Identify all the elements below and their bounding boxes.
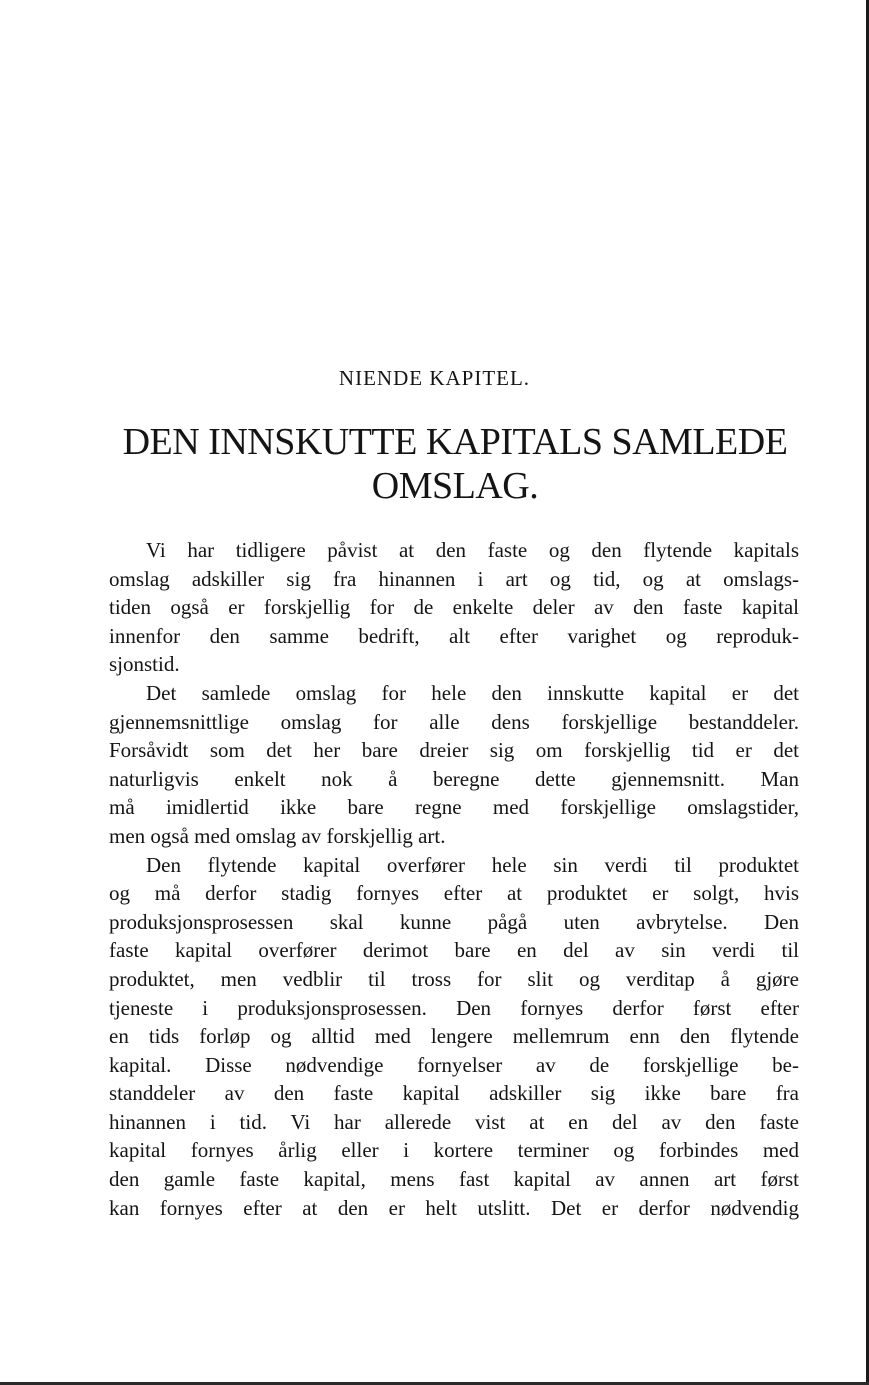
chapter-title-line-2: OMSLAG. xyxy=(371,465,539,507)
paragraph-2-line: gjennemsnittlige omslag for alle dens forskjellige bestanddeler. xyxy=(109,709,799,734)
paragraph-3-line: kapital. Disse nødvendige fornyelser av de forskjellige be- xyxy=(109,1052,799,1077)
paragraph-3-line: produksjonsprosessen skal kunne pågå uten avbrytelse. Den xyxy=(109,909,799,934)
paragraph-3-line: tjeneste i produksjonsprosessen. Den fornyes derfor først efter xyxy=(109,995,799,1020)
paragraph-3-line: en tids forløp og alltid med lengere mellemrum enn den flytende xyxy=(109,1024,799,1049)
paragraph-2-line: men også med omslag av forskjellig art. xyxy=(109,823,446,848)
paragraph-2-line: Forsåvidt som det her bare dreier sig om forskjellig tid er det xyxy=(109,738,799,763)
chapter-title xyxy=(90,420,820,508)
chapter-label: NIENDE KAPITEL. xyxy=(338,366,531,390)
body-text xyxy=(109,536,799,1222)
paragraph-1-line: innenfor den samme bedrift, alt efter varighet og reproduk- xyxy=(109,623,799,648)
chapter-title-line-1: DEN INNSKUTTE KAPITALS SAMLEDE xyxy=(122,421,788,463)
paragraph-3-line: standdeler av den faste kapital adskiller sig ikke bare fra xyxy=(109,1081,799,1106)
paragraph-3-line: den gamle faste kapital, mens fast kapital av annen art først xyxy=(109,1167,799,1192)
paragraph-1-line: omslag adskiller sig fra hinannen i art og tid, og at omslags- xyxy=(109,566,799,591)
paragraph-1-line: sjonstid. xyxy=(109,652,180,677)
paragraph-3-line: hinannen i tid. Vi har allerede vist at en del av den faste xyxy=(109,1109,799,1134)
paragraph-1-line: Vi har tidligere påvist at den faste og den flytende kapitals xyxy=(146,538,799,562)
paragraph-3-line: kapital fornyes årlig eller i kortere terminer og forbindes med xyxy=(109,1138,799,1163)
paragraph-3-line: produktet, men vedblir til tross for slit og verditap å gjøre xyxy=(109,966,799,991)
paragraph-3-line: kan fornyes efter at den er helt utslitt. Det er derfor nødvendig xyxy=(109,1195,799,1220)
paragraph-2-line: naturligvis enkelt nok å beregne dette gjennemsnitt. Man xyxy=(109,766,799,791)
paragraph-1-line: tiden også er forskjellig for de enkelte deler av den faste kapital xyxy=(109,595,799,620)
paragraph-2-line: Det samlede omslag for hele den innskutte kapital er det xyxy=(146,680,799,705)
paragraph-3-line: faste kapital overfører derimot bare en del av sin verdi til xyxy=(109,938,799,963)
paragraph-2-line: må imidlertid ikke bare regne med forskjellige omslagstider, xyxy=(109,795,799,820)
paragraph-3-line: Den flytende kapital overfører hele sin verdi til produktet xyxy=(146,852,799,877)
paragraph-3-line: og må derfor stadig fornyes efter at produktet er solgt, hvis xyxy=(109,881,799,906)
